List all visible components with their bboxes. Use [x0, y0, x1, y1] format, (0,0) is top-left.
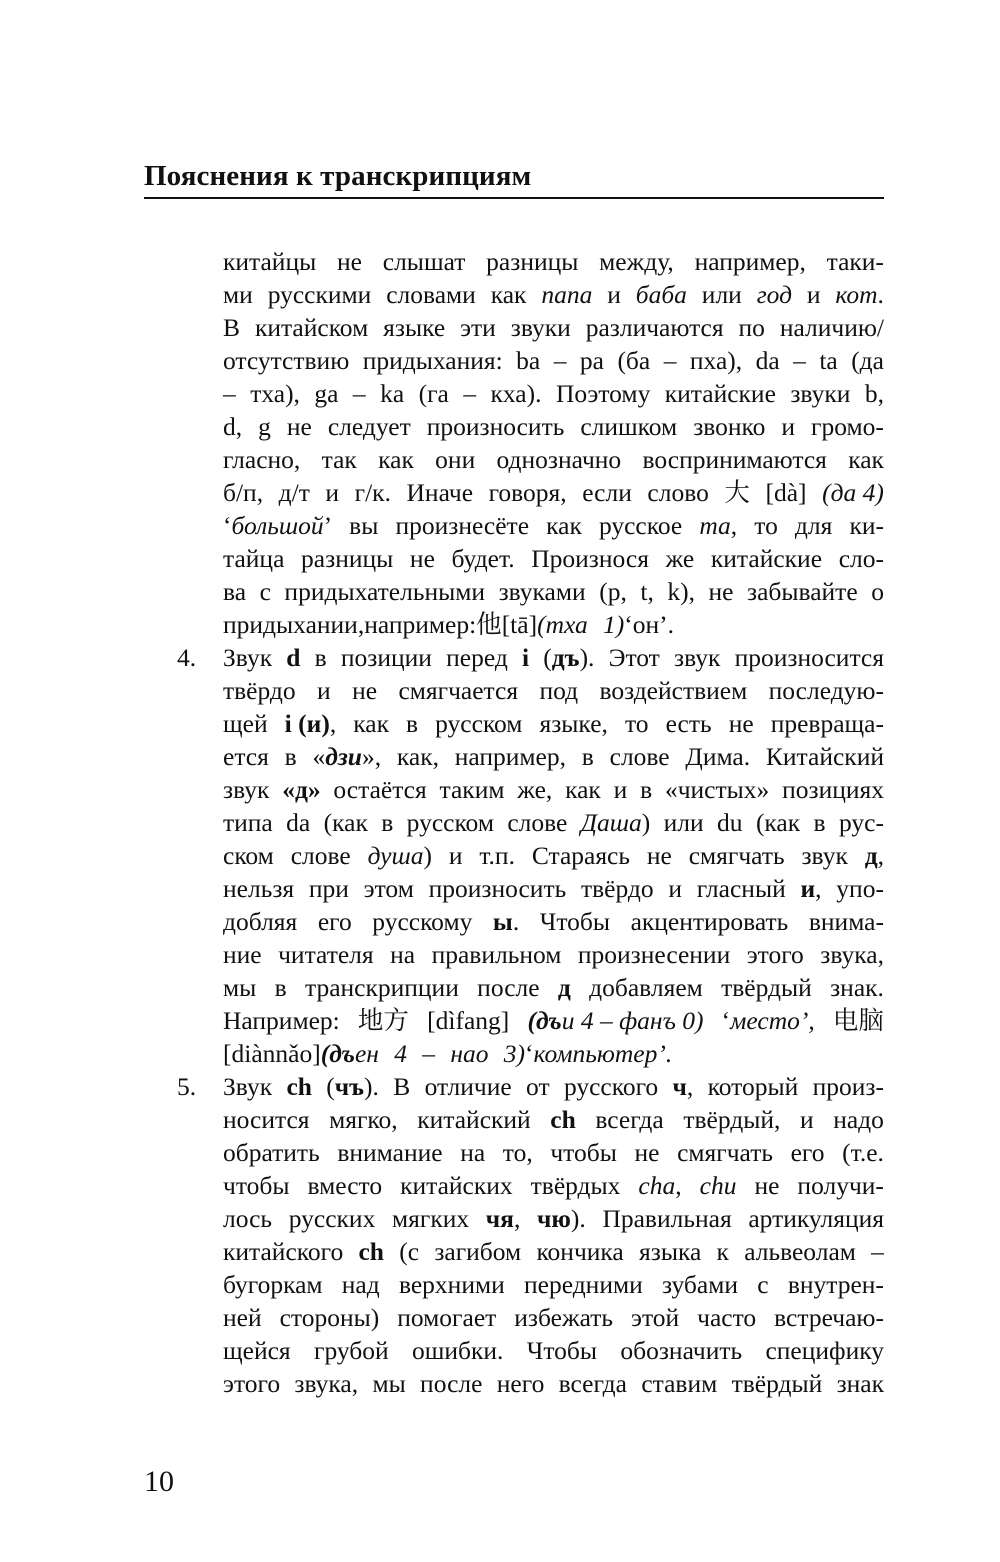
page-number: 10 [144, 1465, 174, 1498]
text-line: нельзя при этом произносить твёрдо и гласный и, упо- [223, 874, 884, 903]
chinese-char-ta: 他 [476, 610, 502, 639]
text-line: чтобы вместо китайских твёрдых cha, chu не получи- [223, 1171, 884, 1200]
text-line: – тха), ga – ka (га – кха). Поэтому китайские звуки b, [223, 379, 884, 408]
text-line: звук «д» остаётся таким же, как и в «чистых» позициях [223, 775, 884, 804]
text-line: тайца разницы не будет. Произнося же китайские сло- [223, 544, 884, 573]
text-line: ется в «дзи», как, например, в слове Дима. Китайский [223, 742, 884, 771]
text-line: [diànnǎo] (дъен 4 – нао 3) ‘компьютер’. [223, 1039, 673, 1068]
text-line: бугоркам над верхними передними зубами с внутрен- [223, 1270, 884, 1299]
text-line: В китайском языке эти звуки различаются по наличию/ [223, 313, 884, 342]
text-line: твёрдо и не смягчается под воздействием последую- [223, 676, 884, 705]
text-line: мы в транскрипции после д добавляем твёрдый знак. [223, 973, 884, 1002]
text-line: щейся грубой ошибки. Чтобы обозначить специфику [223, 1336, 884, 1365]
chinese-word-diannao: 电脑 [832, 1006, 884, 1035]
text-line: б/п, д/т и г/к. Иначе говоря, если слово 大 [dà] (да 4) [223, 478, 884, 507]
text-line: d, g не следует произносить слишком звонко и громо- [223, 412, 884, 441]
text-line: лось русских мягких чя, чю). Правильная артикуляция [223, 1204, 884, 1233]
page-header [144, 160, 884, 199]
text-line: типа da (как в русском слове Даша) или du (как в рус- [223, 808, 884, 837]
text-line: этого звука, мы после него всегда ставим твёрдый знак [223, 1369, 884, 1398]
text-line: гласно, так как они однозначно воспринимаются как [223, 445, 884, 474]
page-title: Пояснения к транскрипциям [144, 160, 532, 192]
chinese-word-difang: 地方 [357, 1006, 409, 1035]
chinese-char-da: 大 [724, 478, 750, 507]
text-line: ва с придыхательными звуками (p, t, k), не забывайте о [223, 577, 884, 606]
text-line: 5. Звук ch (чъ). В отличие от русского ч, который произ- [177, 1072, 884, 1101]
text-line: ском слове душа) и т.п. Стараясь не смягчать звук д, [223, 841, 884, 870]
text-line: китайцы не слышат разницы между, например, таки- [223, 247, 884, 276]
text-line: придыхании, например: 他 [tā] (тха 1) ‘он’. [223, 610, 675, 639]
text-line: китайского ch (с загибом кончика языка к альвеолам – [223, 1237, 884, 1266]
text-line: Например: 地方 [dìfang] (дъи 4 – фанъ 0) ‘место’, 电脑 [223, 1006, 884, 1035]
text-line: отсутствию придыхания: ba – pa (ба – пха), da – ta (да [223, 346, 884, 375]
body-text [177, 245, 884, 1400]
text-line: добляя его русскому ы. Чтобы акцентировать внима- [223, 907, 884, 936]
text-line: ней стороны) помогает избежать этой часто встречаю- [223, 1303, 884, 1332]
text-line: носится мягко, китайский ch всегда твёрдый, и надо [223, 1105, 884, 1134]
list-number-5: 5. [177, 1072, 197, 1101]
text-line: ми русскими словами как папа и баба или год и кот. [223, 280, 884, 309]
list-number-4: 4. [177, 643, 197, 672]
text-line: щей i (и), как в русском языке, то есть не превраща- [223, 709, 884, 738]
text-line: обратить внимание на то, чтобы не смягчать его (т.е. [223, 1138, 884, 1167]
text-line: ‘большой’ вы произнесёте как русское та, то для ки- [223, 511, 884, 540]
text-line: 4. Звук d в позиции перед i (дъ). Этот звук произносится [177, 643, 884, 672]
text-line: ние читателя на правильном произнесении этого звука, [223, 940, 884, 969]
